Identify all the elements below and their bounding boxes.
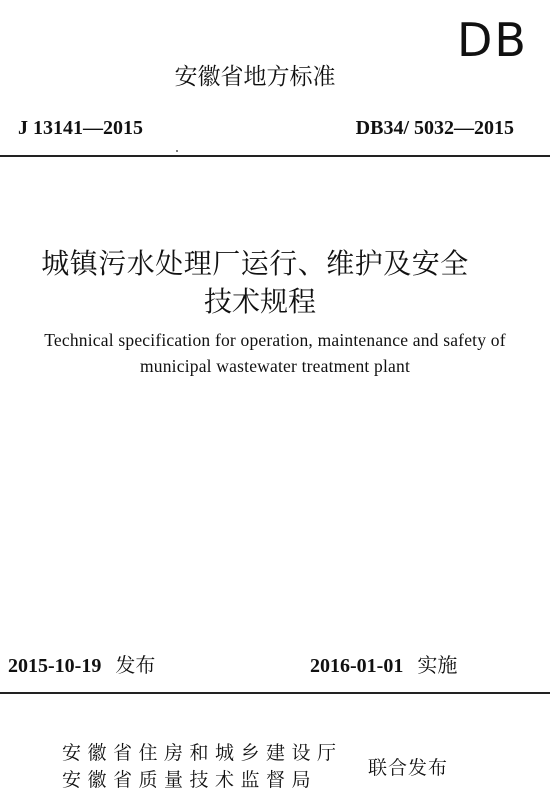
issue-label: 发布	[115, 653, 156, 677]
title-en-line2: municipal wastewater treatment plant	[139, 356, 411, 376]
joint-issue-label: 联合发布	[368, 757, 449, 779]
standard-code: DB34/ 5032—2015	[355, 117, 514, 139]
issuer-dept-1: 安徽省住房和城乡建设厅	[62, 742, 343, 764]
issuer-dept-2: 安徽省质量技术监督局	[62, 769, 318, 791]
effective-label: 实施	[417, 653, 458, 677]
issue-date-row	[8, 652, 155, 679]
title-en-line1: Technical specification for operation, maintenance and safety of	[44, 330, 506, 350]
standard-type: 安徽省地方标准	[174, 64, 336, 90]
effective-date-row	[310, 652, 457, 679]
db-mark: DB	[457, 13, 528, 67]
title-cn-line2: 技术规程	[203, 285, 316, 318]
title-cn-line1: 城镇污水处理厂运行、维护及安全	[41, 247, 469, 280]
top-divider	[0, 155, 550, 157]
issue-date: 2015-10-19	[8, 655, 102, 677]
record-code: J 13141—2015	[18, 117, 143, 139]
bottom-divider	[0, 692, 550, 694]
scan-speck	[176, 150, 178, 152]
effective-date: 2016-01-01	[310, 655, 404, 677]
